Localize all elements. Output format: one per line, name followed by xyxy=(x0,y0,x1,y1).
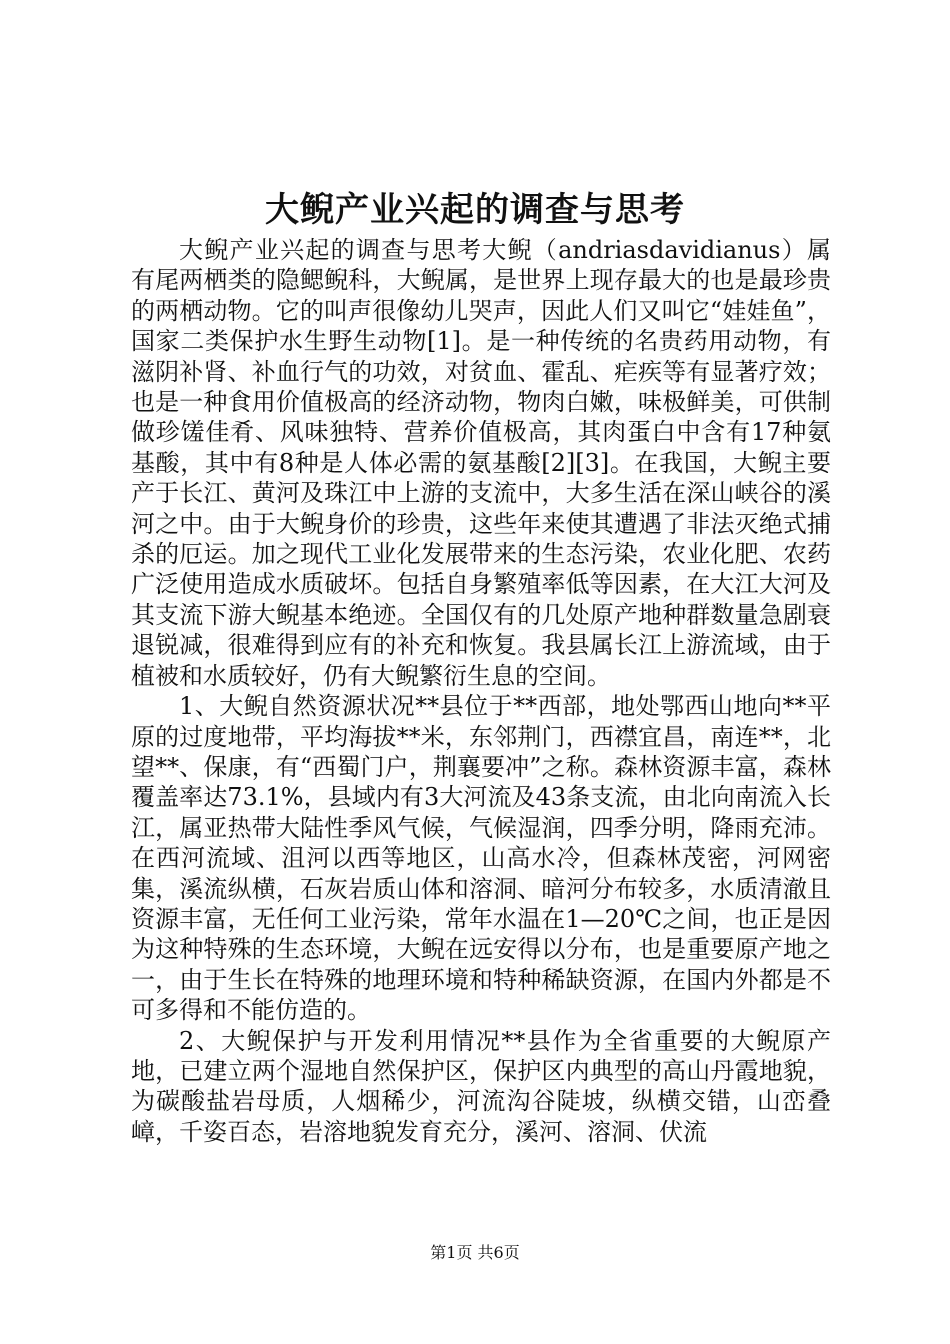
page-number-footer: 第1页 共6页 xyxy=(430,1243,520,1262)
paragraph-section-2: 2、大鲵保护与开发利用情况**县作为全省重要的大鲵原产地，已建立两个湿地自然保护区，保护区内典型的高山丹霞地貌，为碳酸盐岩母质，人烟稀少，河流沟谷陡坡，纵横交错，山峦叠嶂，千姿百态，岩溶地貌发育充分，溪河、溶洞、伏流 xyxy=(131,1026,831,1146)
paragraph-intro: 大鲵产业兴起的调查与思考大鲵（andriasdavidianus）属有尾两栖类的隐鳃鲵科，大鲵属，是世界上现存最大的也是最珍贵的两栖动物。它的叫声很像幼儿哭声，因此人们又叫它“娃娃鱼”，国家二类保护水生野生动物[1]。是一种传统的名贵药用动物，有滋阴补肾、补血行气的功效，对贫血、霍乱、疟疾等有显著疗效；也是一种食用价值极高的经济动物，物肉白嫩，味极鲜美，可供制做珍馐佳肴、风味独特、营养价值极高，其肉蛋白中含有17种氨基酸，其中有8种是人体必需的氨基酸[2][3]。在我国，大鲵主要产于长江、黄河及珠江中上游的支流中，大多生活在深山峡谷的溪河之中。由于大鲵身价的珍贵，这些年来使其遭遇了非法灭绝式捕杀的厄运。加之现代工业化发展带来的生态污染，农业化肥、农药广泛使用造成水质破坏。包括自身繁殖率低等因素，在大江大河及其支流下游大鲵基本绝迹。全国仅有的几处原产地种群数量急剧衰退锐减，很难得到应有的补充和恢复。我县属长江上游流域，由于植被和水质较好，仍有大鲵繁衍生息的空间。 xyxy=(131,236,831,690)
paragraph-section-1: 1、大鲵自然资源状况**县位于**西部，地处鄂西山地向**平原的过度地带，平均海拔**米，东邻荆门，西襟宜昌，南连**，北望**、保康，有“西蜀门户，荆襄要冲”之称。森林资源丰富，森林覆盖率达73.1%，县域内有3大河流及43条支流，由北向南流入长江，属亚热带大陆性季风气候，气候湿润，四季分明，降雨充沛。在西河流域、沮河以西等地区，山高水冷，但森林茂密，河网密集，溪流纵横，石灰岩质山体和溶洞、暗河分布较多，水质清澈且资源丰富，无任何工业污染，常年水温在1—20℃之间，也正是因为这种特殊的生态环境，大鲵在远安得以分布，也是重要原产地之一，由于生长在特殊的地理环境和特种稀缺资源，在国内外都是不可多得和不能仿造的。 xyxy=(131,692,831,1025)
document-body xyxy=(131,235,831,1147)
document-title: 大鲵产业兴起的调查与思考 xyxy=(265,190,685,230)
